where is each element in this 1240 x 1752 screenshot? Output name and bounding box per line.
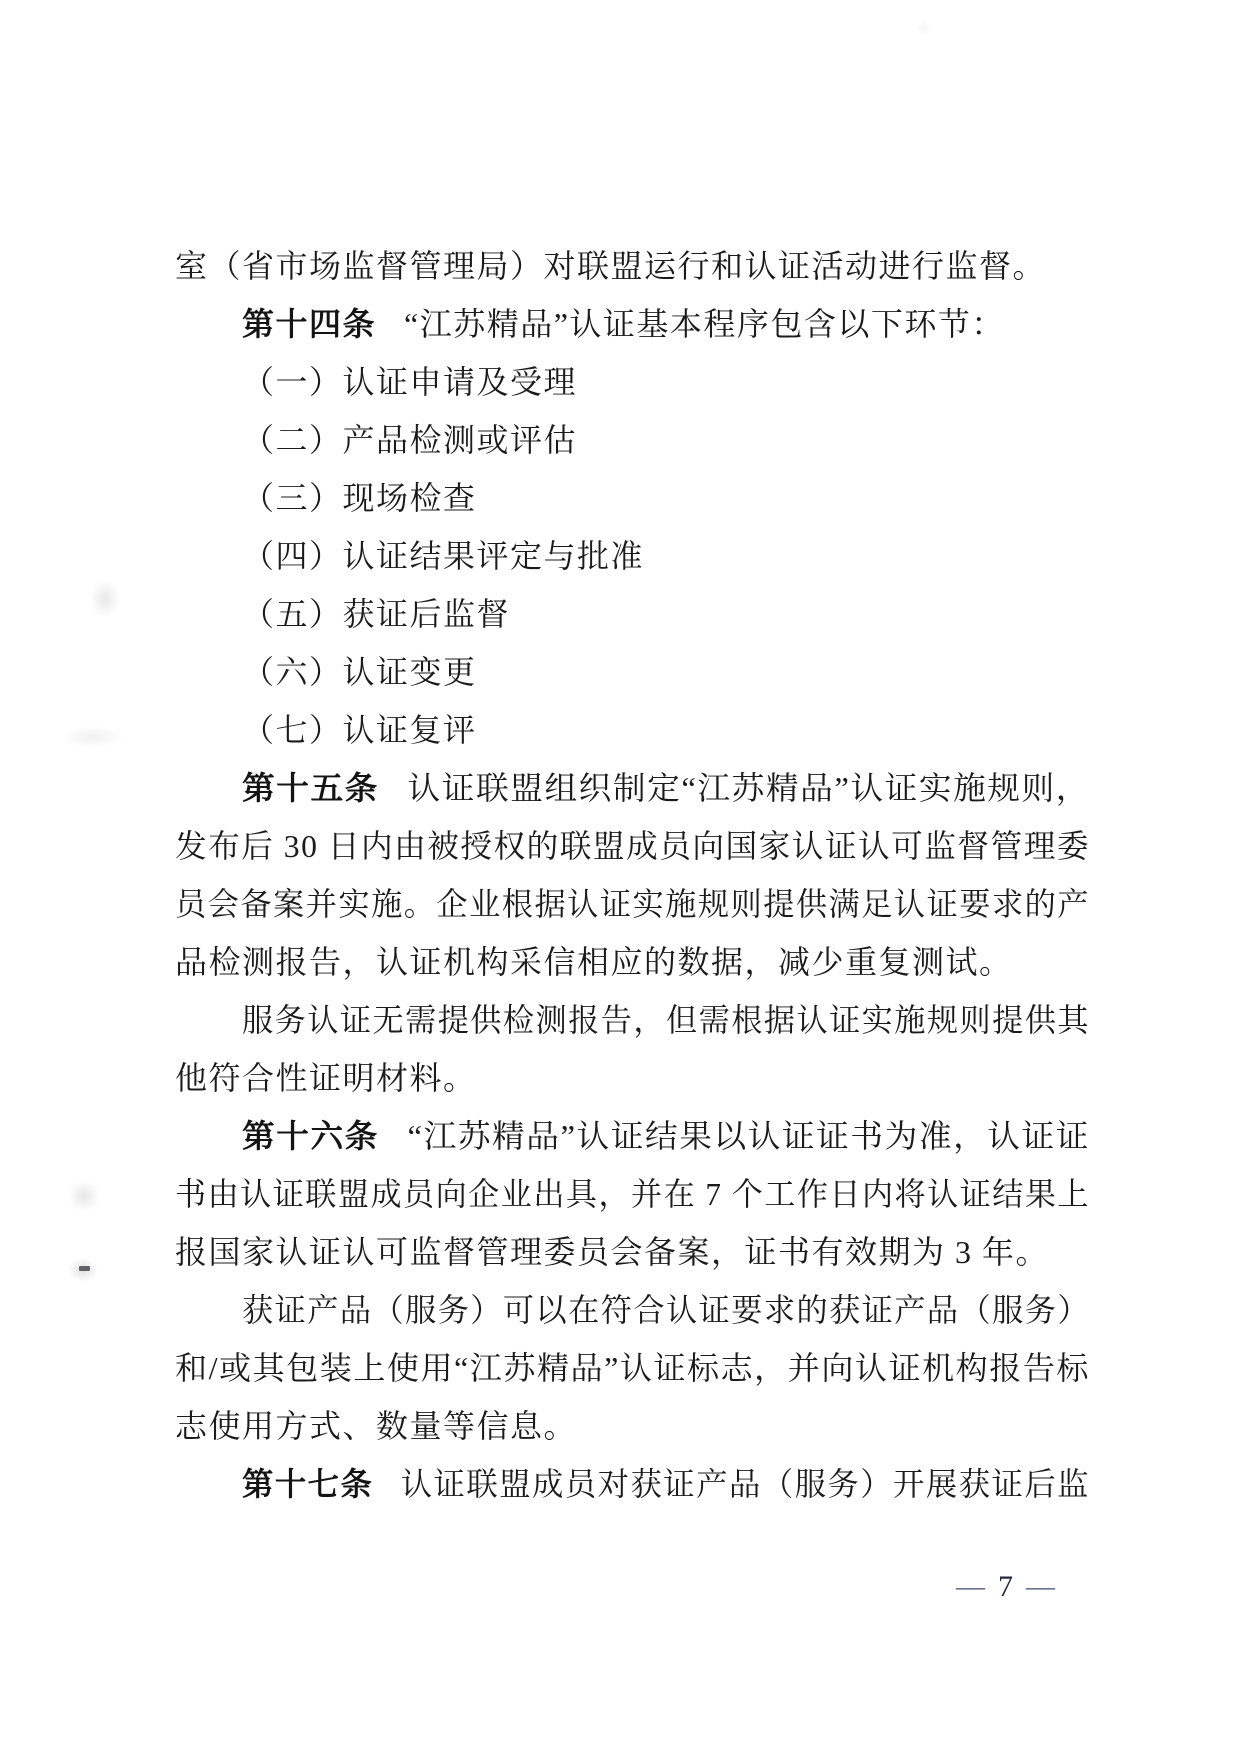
text-line: [175, 875, 1090, 933]
text-line: [175, 1223, 1090, 1281]
line-text: （五）获证后监督: [242, 596, 511, 632]
text-line: [175, 1397, 1090, 1455]
scan-artifact: [90, 580, 120, 618]
text-line: [175, 701, 1090, 759]
page-number-value: 7: [998, 1570, 1013, 1603]
line-text: （六）认证变更: [242, 654, 477, 690]
text-line: [175, 237, 1090, 295]
article-number: 第十七条: [242, 1466, 374, 1502]
text-line: [175, 1165, 1090, 1223]
text-line: [175, 991, 1090, 1049]
scan-artifact: [62, 726, 124, 748]
line-text: 室（省市场监督管理局）对联盟运行和认证活动进行监督。: [175, 248, 1047, 284]
line-text: （七）认证复评: [242, 712, 477, 748]
text-line: [175, 1339, 1090, 1397]
line-text: 认证联盟组织制定“江苏精品”认证实施规则，: [407, 770, 1090, 806]
text-line: [175, 1107, 1090, 1165]
scan-artifact: [916, 20, 932, 36]
article-number: 第十五条: [242, 770, 379, 806]
article-number: 第十四条: [242, 306, 377, 342]
text-line: [175, 1281, 1090, 1339]
line-text: （三）现场检查: [242, 480, 477, 516]
line-text: 志使用方式、数量等信息。: [175, 1408, 578, 1444]
line-text: 员会备案并实施。企业根据认证实施规则提供满足认证要求的产: [175, 886, 1090, 922]
document-body: [175, 237, 1090, 1513]
line-text: 获证产品（服务）可以在符合认证要求的获证产品（服务）: [242, 1292, 1090, 1328]
text-line: [175, 353, 1090, 411]
text-line: [175, 643, 1090, 701]
page-number-dash-left: —: [956, 1572, 985, 1601]
line-text: 发布后 30 日内由被授权的联盟成员向国家认证认可监督管理委: [175, 828, 1090, 864]
text-line: [175, 469, 1090, 527]
text-line: [175, 585, 1090, 643]
scan-artifact: [79, 1266, 90, 1271]
text-line: [175, 527, 1090, 585]
line-text: （四）认证结果评定与批准: [242, 538, 645, 574]
text-line: [175, 817, 1090, 875]
text-line: [175, 933, 1090, 991]
line-text: “江苏精品”认证基本程序包含以下环节：: [404, 306, 1005, 342]
text-line: [175, 759, 1090, 817]
scan-artifact: [68, 1180, 100, 1212]
line-text: 服务认证无需提供检测报告，但需根据认证实施规则提供其: [242, 1002, 1090, 1038]
page-number-dash-right: —: [1026, 1572, 1055, 1601]
line-text: 品检测报告，认证机构采信相应的数据，减少重复测试。: [175, 944, 1013, 980]
line-text: 他符合性证明材料。: [175, 1060, 477, 1096]
line-text: 书由认证联盟成员向企业出具，并在 7 个工作日内将认证结果上: [175, 1176, 1090, 1212]
line-text: 认证联盟成员对获证产品（服务）开展获证后监: [400, 1466, 1090, 1502]
line-text: 和/或其包装上使用“江苏精品”认证标志，并向认证机构报告标: [175, 1350, 1090, 1386]
line-text: （一）认证申请及受理: [242, 364, 578, 400]
line-text: （二）产品检测或评估: [242, 422, 578, 458]
article-number: 第十六条: [242, 1118, 379, 1154]
line-text: “江苏精品”认证结果以认证证书为准，认证证: [407, 1118, 1090, 1154]
page-number: [956, 1572, 1055, 1602]
text-line: [175, 1049, 1090, 1107]
text-line: [175, 411, 1090, 469]
line-text: 报国家认证认可监督管理委员会备案，证书有效期为 3 年。: [175, 1234, 1050, 1270]
text-line: [175, 1455, 1090, 1513]
text-line: [175, 295, 1090, 353]
